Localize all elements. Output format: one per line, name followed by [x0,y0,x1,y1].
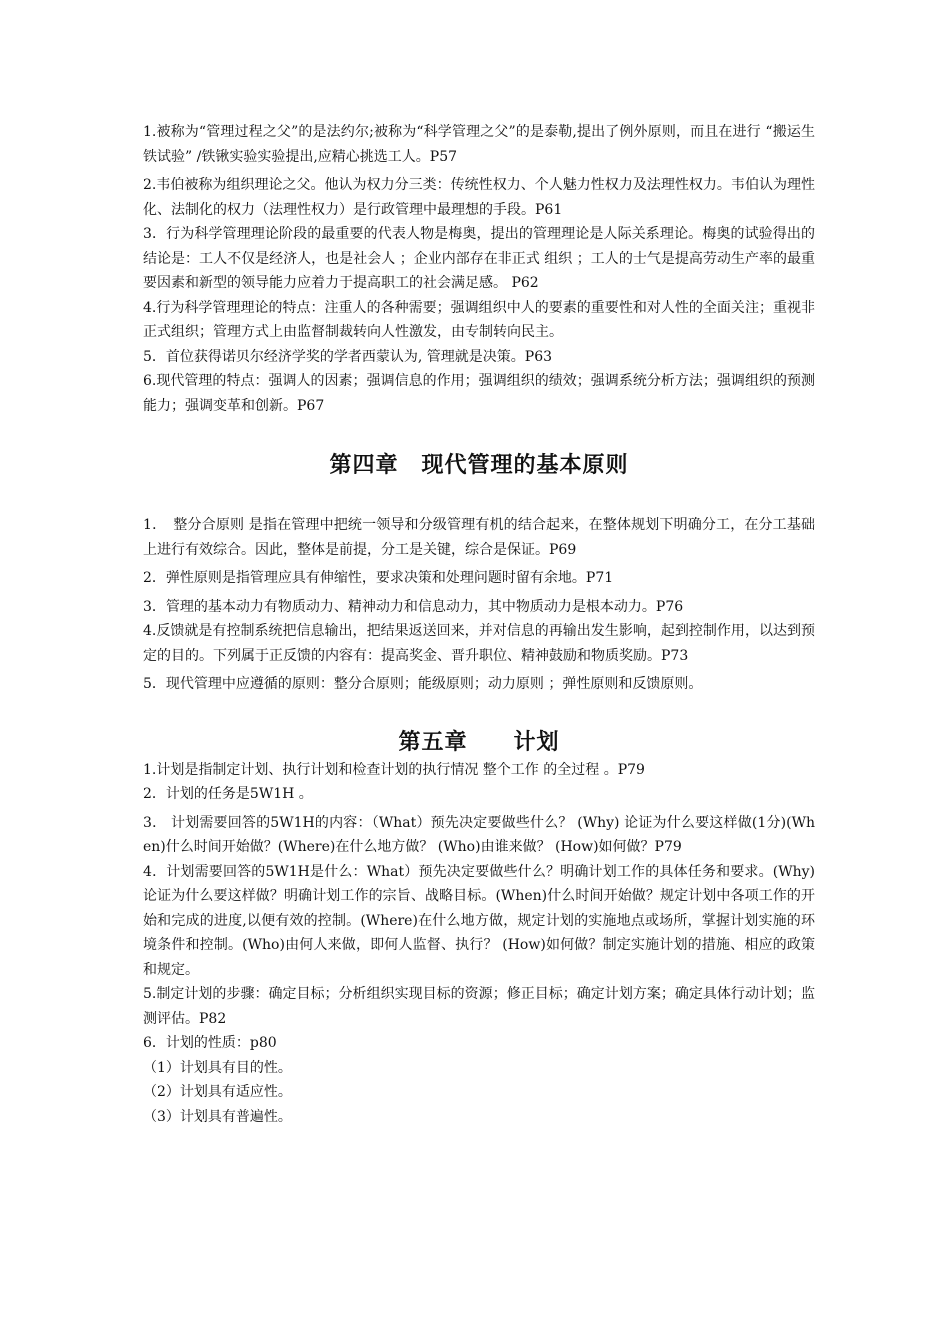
paragraph: 4.反馈就是有控制系统把信息输出，把结果返送回来，并对信息的再输出发生影响，起到控制作用，以达到预定的目的。下列属于正反馈的内容有：提高奖金、晋升职位、精神鼓励和物质奖励。P73 [143,623,815,664]
paragraph: 3．行为科学管理理论阶段的最重要的代表人物是梅奥，提出的管理理论是人际关系理论。梅奥的试验得出的结论是：工人不仅是经济人，也是社会人 ；企业内部存在非正式 组织 ；工人的士气是提高劳动生产率的最重要因素和新型的领导能力应着力于提高职工的社会满足感。 P62 [143,226,815,291]
paragraph: 2．弹性原则是指管理应具有伸缩性，要求决策和处理问题时留有余地。P71 [143,570,614,586]
paragraph: 4．计划需要回答的5W1H是什么：What）预先决定要做些什么？明确计划工作的具体任务和要求。(Why) 论证为什么要这样做？明确计划工作的宗旨、战略目标。(When)什么时间开始做？规定计划中各项工作的开始和完成的进度,以便有效的控制。(Where)在什么地方做，规定计划的实施地点或场所，掌握计划实施的环境条件和控制。(Who)由何人来做，即何人监督、执行？ (How)如何做？制定实施计划的措施、相应的政策和规定。 [143,863,815,978]
section-chapter4 [143,513,815,697]
paragraph: 2．计划的任务是5W1H 。 [143,786,313,802]
paragraph: 3． 计划需要回答的5W1H的内容：（What）预先决定要做些什么？ (Why) 论证为什么要这样做(1分)(When)什么时间开始做？(Where)在什么地方做？ (Who)由谁来做？ (How)如何做？P79 [143,814,815,855]
paragraph: 3．管理的基本动力有物质动力、精神动力和信息动力，其中物质动力是根本动力。P76 [143,598,684,615]
list-item: （1）计划具有目的性。 [143,1059,292,1076]
section-chapter5 [143,758,815,1130]
paragraph: 6．计划的性质：p80 [143,1035,277,1051]
chapter-title: 第四章 现代管理的基本原则 [329,453,629,478]
paragraph: 5．首位获得诺贝尔经济学奖的学者西蒙认为, 管理就是决策。P63 [143,348,553,365]
list-item: （2）计划具有适应性。 [143,1084,292,1100]
paragraph: 5．现代管理中应遵循的原则：整分合原则；能级原则；动力原则 ；弹性原则和反馈原则。 [143,676,703,692]
paragraph: 5.制定计划的步骤：确定目标；分析组织实现目标的资源；修正目标；确定计划方案；确定具体行动计划；监测评估。P82 [143,986,815,1027]
paragraph: 1.计划是指制定计划、执行计划和检查计划的执行情况 整个工作 的全过程 。P79 [143,761,645,778]
list-item: （3）计划具有普遍性。 [143,1108,292,1125]
paragraph: 4.行为科学管理理论的特点：注重人的各种需要；强调组织中人的要素的重要性和对人性的全面关注；重视非正式组织；管理方式上由监督制裁转向人性激发，由专制转向民主。 [143,299,815,340]
paragraph: 2.韦伯被称为组织理论之父。他认为权力分三类：传统性权力、个人魅力性权力及法理性权力。韦伯认为理性化、法制化的权力（法理性权力）是行政管理中最理想的手段。P61 [143,177,815,218]
paragraph: 1． 整分合原则 是指在管理中把统一领导和分级管理有机的结合起来，在整体规划下明确分工，在分工基础上进行有效综合。因此，整体是前提，分工是关键，综合是保证。P69 [143,517,815,558]
document-page [143,120,815,1129]
paragraph: 1.被称为“管理过程之父”的是法约尔;被称为“科学管理之父”的是泰勒,提出了例外原则，而且在进行 “搬运生铁试验” /铁锹实验实验提出,应精心挑选工人。P57 [143,124,815,165]
section-chapter3-notes [143,120,815,418]
paragraph: 6.现代管理的特点：强调人的因素；强调信息的作用；强调组织的绩效；强调系统分析方法；强调组织的预测能力；强调变革和创新。P67 [143,373,815,414]
chapter-title: 第五章 计划 [398,729,560,755]
